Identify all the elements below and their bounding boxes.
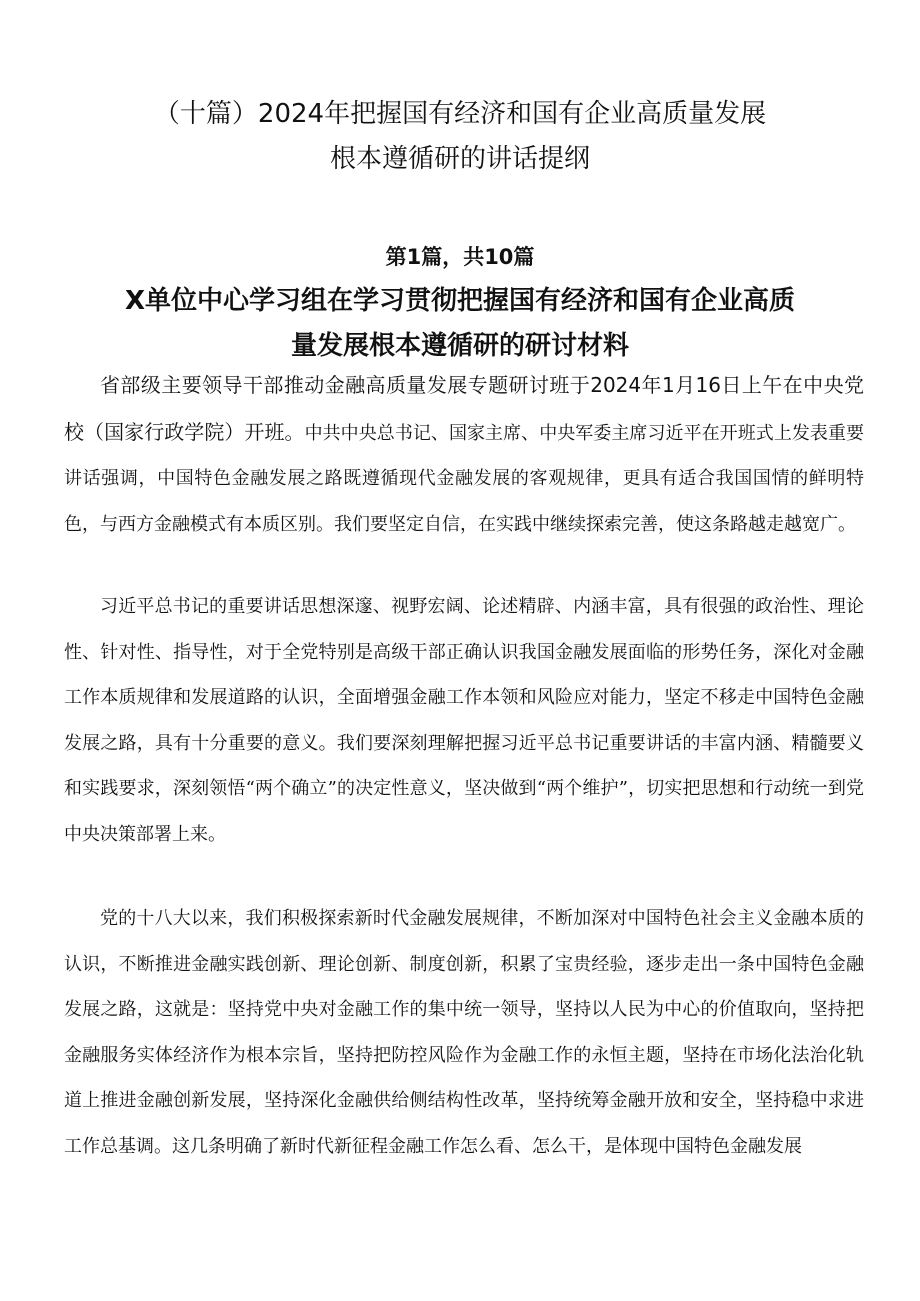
body-paragraph-3: 党的十八大以来，我们积极探索新时代金融发展规律，不断加深对中国特色社会主义金融本质的认识，不断推进金融实践创新、理论创新、制度创新，积累了宝贵经验，逐步走出一条中国特色金融发展之路，这就是：坚持党中央对金融工作的集中统一领导，坚持以人民为中心的价值取向，坚持把金融服务实体经济作为根本宗旨，坚持把防控风险作为金融工作的永恒主题，坚持在市场化法治化轨道上推进金融创新发展，坚持深化金融供给侧结构性改革，坚持统筹金融开放和安全，坚持稳中求进工作总基调。这几条明确了新时代新征程金融工作怎么看、怎么干，是体现中国特色金融发展 xyxy=(64,908,864,1157)
article-title-line-2: 量发展根本遵循研的研讨材料 xyxy=(290,331,629,361)
body-paragraph-1 xyxy=(64,363,864,547)
article-title-line-1: X单位中心学习组在学习贯彻把握国有经济和国有企业高质 xyxy=(124,286,796,316)
document-title-line-2: 根本遵循研的讲话提纲 xyxy=(329,144,590,174)
body-paragraph-2: 习近平总书记的重要讲话思想深邃、视野宏阔、论述精辟、内涵丰富，具有很强的政治性、理论性、针对性、指导性，对于全党特别是高级干部正确认识我国金融发展面临的形势任务，深化对金融工作本质规律和发展道路的认识，全面增强金融工作本领和风险应对能力，坚定不移走中国特色金融发展之路，具有十分重要的意义。我们要深刻理解把握习近平总书记重要讲话的丰富内涵、精髓要义和实践要求，深刻领悟“两个确立”的决定性意义，坚决做到“两个维护”，切实把思想和行动统一到党中央决策部署上来。 xyxy=(64,596,864,845)
section-counter: 第1篇，共10篇 xyxy=(385,245,535,269)
document-title-line-1: （十篇）2024年把握国有经济和国有企业高质量发展 xyxy=(153,99,767,129)
paragraph-body-text: 中共中央总书记、国家主席、中央军委主席习近平在开班式上发表重要讲话强调，中国特色金融发展之路既遵循现代金融发展的客观规律，更具有适合我国国情的鲜明特色，与西方金融模式有本质区别。我们要坚定自信，在实践中继续探索完善，使这条路越走越宽广。 xyxy=(64,422,865,535)
paragraph-lead-sentence: 省部级主要领导干部推动金融高质量发展专题研讨班于2024年1月16日上午在中央党校（国家行政学院）开班。 xyxy=(64,373,864,444)
